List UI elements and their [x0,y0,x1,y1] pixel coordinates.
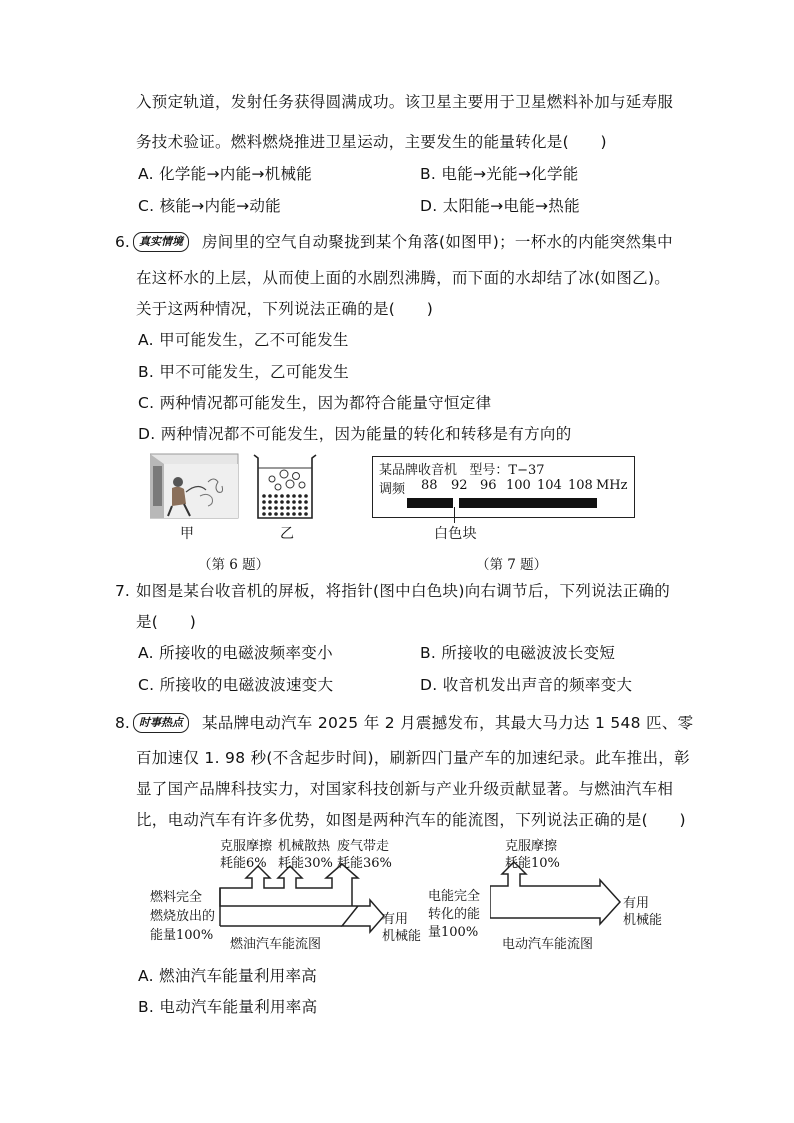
q5-stem-line2: 务技术验证。燃料燃烧推进卫星运动，主要发生的能量转化是( ) [136,133,607,151]
q6-stem-line1: 房间里的空气自动聚拢到某个角落(如图甲)；一杯水的内能突然集中 [202,233,673,251]
q7-radio-band: 调频 [379,482,406,497]
q8-fuel-loss-exhaust-line2: 耗能36% [337,856,392,871]
q8-stem-line3: 显了国产品牌科技实力，对国家科技创新与产业升级贡献显著。与燃油汽车相 [136,780,674,798]
q8-ev-input-line3: 量100% [428,925,479,940]
q6-stem-line2: 在这杯水的上层，从而使上面的水剧烈沸腾，而下面的水却结了冰(如图乙)。 [136,269,671,287]
q8-stem-line4: 比，电动汽车有许多优势，如图是两种汽车的能流图，下列说法正确的是( ) [136,811,686,829]
q5-stem-line1: 入预定轨道，发射任务获得圆满成功。该卫星主要用于卫星燃料补加与延寿服 [136,93,674,111]
q8-number: 8. [115,714,130,732]
q7-caption: （第 7 题） [476,557,548,573]
q8-fuel-loss-heat-line1: 机械散热 [278,839,331,854]
q8-stem-line2: 百加速仅 1. 98 秒(不含起步时间)，刷新四门量产车的加速纪录。此车推出，彰 [136,749,690,767]
q7-pointer-label: 白色块 [434,526,477,542]
q5-option-b: B. 电能→光能→化学能 [420,165,579,183]
q8-ev-output-line2: 机械能 [623,913,663,928]
q6-figure-label-yi: 乙 [280,526,295,542]
q5-option-c: C. 核能→内能→动能 [138,197,281,215]
q8-fuel-loss-friction-line2: 耗能6% [220,856,267,871]
q7-option-d: D. 收音机发出声音的频率变大 [420,676,633,694]
q7-radio-unit: MHz [596,478,628,493]
q8-fuel-loss-friction-line1: 克服摩擦 [220,839,273,854]
q7-radio-panel [372,456,635,518]
q8-ev-input-line1: 电能完全 [428,889,481,904]
q7-tick-label: 92 [451,478,468,493]
q7-pointer-leader-line [454,507,455,523]
q6-option-a: A. 甲可能发生，乙不可能发生 [138,331,349,349]
q8-option-a: A. 燃油汽车能量利用率高 [138,967,318,985]
q6-context-badge: 真实情境 [133,232,189,252]
q7-tick-label: 100 [506,478,531,493]
q7-option-a: A. 所接收的电磁波频率变小 [138,644,333,662]
q7-number: 7. [115,582,130,600]
q7-tick-label: 108 [568,478,593,493]
q5-option-a: A. 化学能→内能→机械能 [138,165,313,183]
q8-fuel-input-line3: 能量100% [150,928,214,943]
q8-ev-input-line2: 转化的能 [428,907,481,922]
q8-ev-diagram-title: 电动汽车能流图 [502,937,594,952]
q6-option-d: D. 两种情况都不可能发生，因为能量的转化和转移是有方向的 [138,425,572,443]
q7-tick-label: 104 [537,478,562,493]
q8-option-b: B. 电动汽车能量利用率高 [138,998,318,1016]
q8-ev-loss-friction-line2: 耗能10% [505,856,560,871]
q8-fuel-input-line2: 燃烧放出的 [150,909,216,924]
q8-fuel-input-line1: 燃料完全 [150,890,203,905]
q7-stem-line1: 如图是某台收音机的屏板，将指针(图中白色块)向右调节后，下列说法正确的 [136,582,671,600]
q8-ev-loss-friction-line1: 克服摩擦 [505,839,558,854]
q7-dial-scale [407,498,597,508]
q6-figure-label-jia: 甲 [180,526,195,542]
q6-option-b: B. 甲不可能发生，乙可能发生 [138,363,349,381]
q7-radio-model: 某品牌收音机 型号：T−37 [379,463,545,478]
q7-option-c: C. 所接收的电磁波波速变大 [138,676,334,694]
q5-option-d: D. 太阳能→电能→热能 [420,197,580,215]
q7-tick-label: 88 [421,478,438,493]
q6-stem-line3: 关于这两种情况，下列说法正确的是( ) [136,300,434,318]
q8-ev-output-line1: 有用 [623,896,650,911]
q7-tick-label: 96 [480,478,497,493]
q7-stem-line2: 是( ) [136,613,197,631]
q6-option-c: C. 两种情况都可能发生，因为都符合能量守恒定律 [138,394,492,412]
q8-fuel-loss-exhaust-line1: 废气带走 [337,839,390,854]
q7-option-b: B. 所接收的电磁波波长变短 [420,644,616,662]
q8-fuel-output-line2: 机械能 [382,929,422,944]
q6-figure-yi-beaker [250,452,320,522]
q8-fuel-diagram-title: 燃油汽车能流图 [230,937,322,952]
q8-fuel-loss-heat-line2: 耗能30% [278,856,333,871]
q8-stem-line1: 某品牌电动汽车 2025 年 2 月震撼发布，其最大马力达 1 548 匹、零 [202,714,694,732]
q6-figure-jia-room [150,452,240,522]
q8-fuel-output-line1: 有用 [382,912,409,927]
q8-context-badge: 时事热点 [133,713,189,733]
q6-caption: （第 6 题） [198,557,270,573]
q6-number: 6. [115,233,130,251]
